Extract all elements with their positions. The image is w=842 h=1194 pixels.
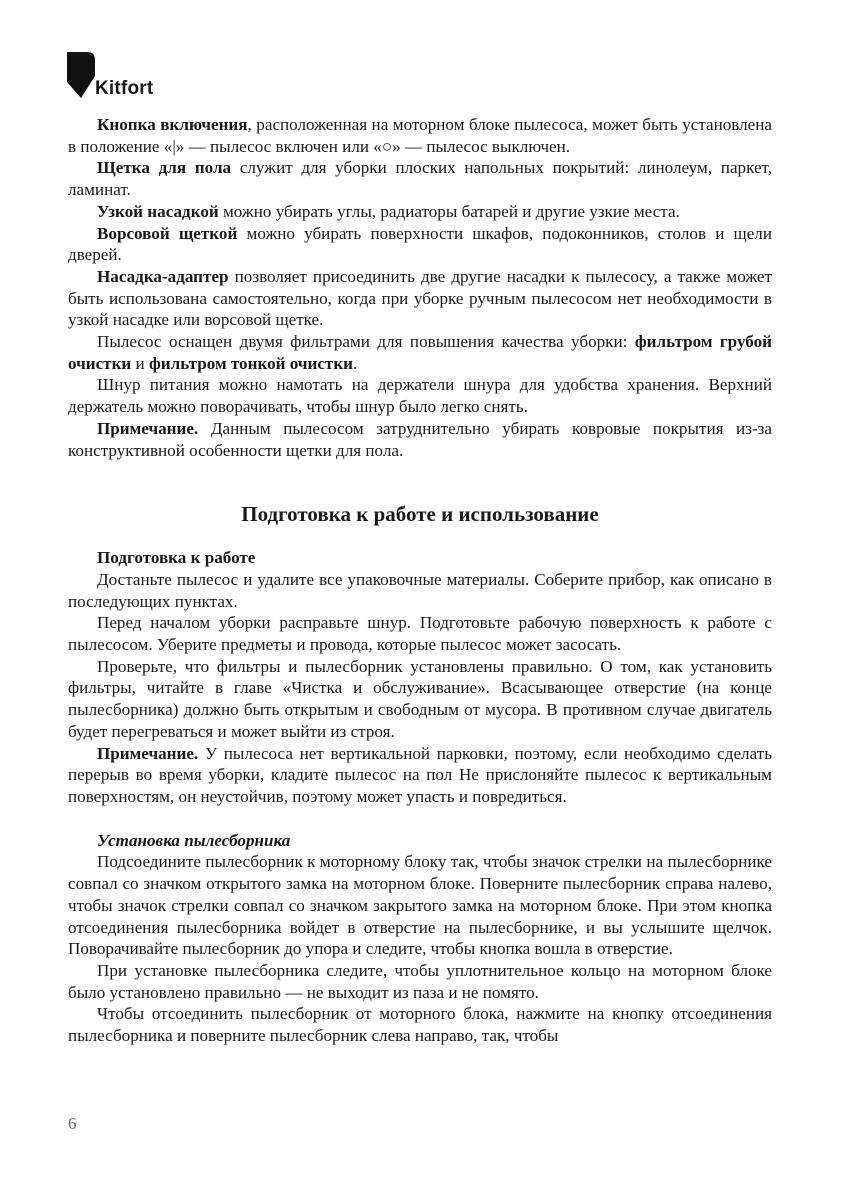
paragraph: Пылесос оснащен двумя фильтрами для повышения качества уборки: фильтром грубой очистки и фильтром тонкой очистки. [68, 332, 772, 373]
section-heading: Подготовка к работе и использование [241, 502, 599, 527]
note-paragraph: Примечание. У пылесоса нет вертикальной парковки, поэтому, если необходимо сделать перерыв во время уборки, кладите пылесос на пол Не прислоняйте пылесос к вертикальным поверхностям, он неустойчив, поэтому может упасть и повредиться. [68, 743, 772, 806]
subheading: Подготовка к работе [97, 548, 256, 568]
paragraph: Проверьте, что фильтры и пылесборник установлены правильно. О том, как установить фильтры, читайте в главе «Чистка и обслуживание». Всасывающее отверстие (на конце пылесборника) должно быть открытым и свободным от мусора. В противном случае двигатель будет перегреваться и может выйти из строя. [68, 656, 772, 741]
brand-name: Kitfort [95, 78, 154, 99]
paragraph: Насадка-адаптер позволяет присоединить две другие насадки к пылесосу, а также может быть использована самостоятельно, когда при уборке ручным пылесосом нет необходимости в узкой насадке или ворсовой щетке. [68, 266, 772, 330]
document-body [68, 114, 772, 1047]
paragraph: Чтобы отсоединить пылесборник от моторного блока, нажмите на кнопку отсоединения пылесборника и поверните пылесборник слева направо, так, чтобы [68, 1004, 772, 1046]
paragraph: Достаньте пылесос и удалите все упаковочные материалы. Соберите прибор, как описано в последующих пунктах. [68, 569, 772, 611]
paragraph: Щетка для пола служит для уборки плоских напольных покрытий: линолеум, паркет, ламинат. [68, 158, 773, 200]
subheading-italic: Установка пылесборника [97, 830, 291, 850]
paragraph: Подсоедините пылесборник к моторному блоку так, чтобы значок стрелки на пылесборнике совпал со значком открытого замка на моторном блоке. Поверните пылесборник справа налево, чтобы значок стрелки совпал со значком закрытого замка на моторном блоке. При этом кнопка отсоединения пылесборника войдет в отверстие на пылесборнике, и вы услышите щелчок. Поворачивайте пылесборник до упора и следите, чтобы кнопка вошла в отверстие. [68, 852, 772, 959]
kitfort-logo-mark-icon [67, 52, 95, 98]
paragraph: Ворсовой щеткой можно убирать поверхности шкафов, подоконников, столов и щели дверей. [68, 223, 772, 265]
kitfort-logo [67, 52, 187, 102]
paragraph: Шнур питания можно намотать на держатели шнура для удобства хранения. Верхний держатель можно поворачивать, чтобы шнур было легко снять. [68, 375, 772, 417]
paragraph: Узкой насадкой можно убирать углы, радиаторы батарей и другие узкие места. [97, 201, 680, 221]
note-paragraph: Примечание. Данным пылесосом затруднительно убирать ковровые покрытия из-за конструктивной особенности щетки для пола. [68, 418, 772, 460]
paragraph: Кнопка включения, расположенная на моторном блоке пылесоса, может быть установлена в положение «|» — пылесос включен или «○» — пылесос выключен. [68, 115, 772, 156]
paragraph: Перед началом уборки расправьте шнур. Подготовьте рабочую поверхность к работе с пылесосом. Уберите предметы и провода, которые пылесос может засосать. [68, 613, 772, 655]
paragraph: При установке пылесборника следите, чтобы уплотнительное кольцо на моторном блоке было установлено правильно — не выходит из паза и не помято. [68, 960, 772, 1002]
page-number: 6 [68, 1114, 77, 1133]
